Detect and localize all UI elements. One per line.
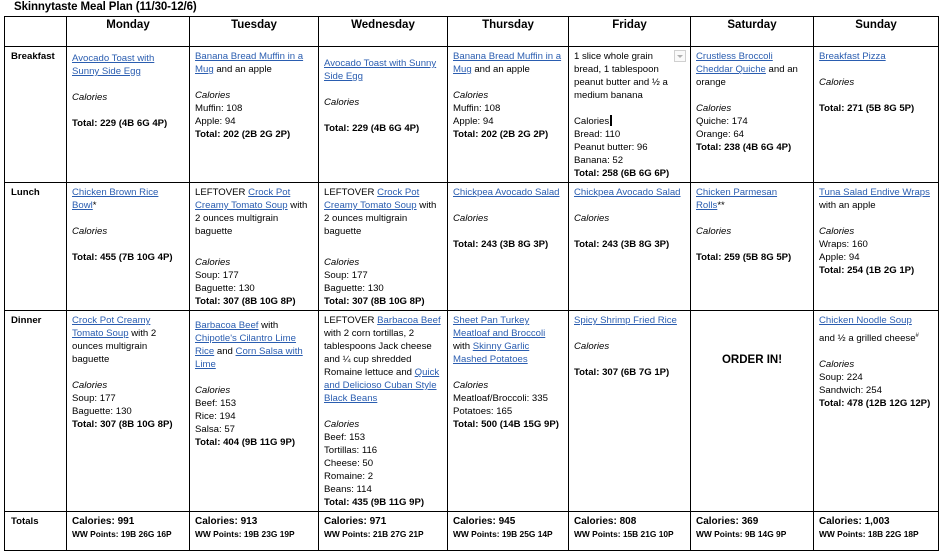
page-title: Skinnytaste Meal Plan (11/30-12/6)	[14, 1, 197, 13]
meal-total: Total: 243 (3B 8G 3P)	[574, 239, 670, 250]
total-calories: Calories: 808	[574, 516, 637, 527]
calorie-item: Apple: 94	[195, 116, 236, 127]
leftover-prefix: LEFTOVER	[324, 187, 378, 198]
meal-text: with 2 ounces multigrain baguette	[324, 200, 437, 237]
meal-total: Total: 404 (9B 11G 9P)	[195, 437, 296, 448]
recipe-link[interactable]: Skinny Garlic Mashed Potatoes	[453, 341, 530, 365]
calorie-item: Romaine: 2	[324, 471, 374, 482]
meal-text: with 2 corn tortillas, 2 tablespoons Jack cheese and ¼ cup shredded Romaine lettuce and	[324, 328, 432, 378]
calories-label: Calories	[195, 385, 231, 396]
footnote-mark: #	[915, 333, 919, 339]
recipe-link[interactable]: Banana Bread Muffin in a Mug	[453, 51, 562, 75]
footnote-mark: *	[92, 200, 97, 211]
breakfast-row	[5, 47, 939, 183]
meal-total: Total: 271 (5B 8G 5P)	[819, 103, 915, 114]
calorie-item: Sandwich: 254	[819, 385, 882, 397]
recipe-link[interactable]: Crock Pot Creamy Tomato Soup	[195, 187, 291, 211]
recipe-link[interactable]: Sheet Pan Turkey Meatloaf and Broccoli	[453, 315, 546, 339]
lunch-friday	[569, 183, 691, 311]
calorie-item: Bread: 110	[574, 129, 621, 140]
totals-wednesday	[319, 512, 448, 551]
calorie-item: Orange: 64	[696, 129, 745, 140]
meal-text: with	[258, 320, 279, 331]
calories-label-editing[interactable]: Calories	[574, 115, 685, 128]
calorie-item: Baguette: 130	[324, 283, 384, 294]
text-cursor	[610, 115, 612, 126]
recipe-link[interactable]: Chicken Brown Rice Bowl	[72, 187, 159, 211]
calorie-item: Soup: 224	[819, 372, 863, 384]
calorie-item: Apple: 94	[819, 252, 860, 263]
meal-total: Total: 307 (6B 7G 1P)	[574, 367, 670, 378]
calories-label: Calories	[574, 341, 610, 352]
meal-total: Total: 435 (9B 11G 9P)	[324, 497, 425, 508]
dinner-row	[5, 311, 939, 512]
meal-text: and an apple	[471, 64, 530, 75]
recipe-link[interactable]: Crock Pot Creamy Tomato Soup	[72, 315, 151, 339]
total-calories: Calories: 971	[324, 516, 387, 527]
lunch-row	[5, 183, 939, 311]
day-header-saturday: Saturday	[691, 17, 814, 47]
total-ww-points: WW Points: 19B 23G 19P	[195, 529, 295, 539]
totals-saturday	[691, 512, 814, 551]
breakfast-monday	[67, 47, 190, 183]
calorie-item: Meatloaf/Broccoli: 335	[453, 393, 548, 404]
totals-thursday	[448, 512, 569, 551]
calorie-item: Beans: 114	[324, 484, 372, 495]
total-calories: Calories: 945	[453, 516, 516, 527]
recipe-link[interactable]: Banana Bread Muffin in a Mug	[195, 51, 304, 75]
breakfast-friday[interactable]	[569, 47, 691, 183]
meal-total: Total: 202 (2B 2G 2P)	[195, 129, 291, 140]
order-in-note: ORDER IN!	[721, 354, 783, 366]
calories-label: Calories	[453, 380, 489, 391]
calorie-item: Quiche: 174	[696, 116, 748, 127]
calories-label: Calories	[324, 257, 360, 268]
calorie-item: Baguette: 130	[195, 283, 255, 294]
day-header-wednesday: Wednesday	[319, 17, 448, 47]
meal-text: with	[453, 341, 473, 352]
lunch-monday	[67, 183, 190, 311]
total-ww-points: WW Points: 19B 26G 16P	[72, 529, 172, 539]
total-ww-points: WW Points: 15B 21G 10P	[574, 529, 674, 539]
totals-tuesday	[190, 512, 319, 551]
day-header-friday: Friday	[569, 17, 691, 47]
calorie-item: Tortillas: 116	[324, 445, 378, 456]
meal-total: Total: 258 (6B 6G 6P)	[574, 168, 670, 179]
meal-total: Total: 254 (1B 2G 1P)	[819, 265, 915, 276]
calorie-item: Beef: 153	[195, 398, 237, 409]
meal-total: Total: 478 (12B 12G 12P)	[819, 398, 931, 410]
meal-total: Total: 455 (7B 10G 4P)	[72, 252, 173, 263]
header-row	[5, 17, 939, 47]
meal-total: Total: 202 (2B 2G 2P)	[453, 129, 549, 140]
meal-text: with 2 ounces multigrain baguette	[195, 200, 308, 237]
meal-plan-table	[4, 16, 939, 551]
calories-label: Calories	[453, 90, 489, 101]
row-label-breakfast: Breakfast	[5, 47, 67, 183]
total-calories: Calories: 913	[195, 516, 258, 527]
calories-label: Calories	[324, 419, 360, 430]
day-header-sunday: Sunday	[814, 17, 939, 47]
breakfast-saturday	[691, 47, 814, 183]
calorie-item: Peanut butter: 96	[574, 142, 648, 153]
total-calories: Calories: 991	[72, 516, 135, 527]
meal-text: and	[214, 346, 236, 357]
breakfast-sunday	[814, 47, 939, 183]
calorie-item: Rice: 194	[195, 411, 236, 422]
calorie-item: Potatoes: 165	[453, 406, 513, 417]
corner-cell	[5, 17, 67, 47]
calories-label: Calories	[195, 257, 231, 268]
meal-text: and an orange	[696, 64, 798, 88]
breakfast-wednesday	[319, 47, 448, 183]
meal-total: Total: 229 (4B 6G 4P)	[72, 118, 168, 129]
total-calories: Calories: 369	[696, 516, 759, 527]
calorie-item: Banana: 52	[574, 155, 624, 166]
recipe-link[interactable]: Tuna Salad Endive Wraps	[819, 187, 930, 198]
meal-text: with an apple	[819, 200, 876, 211]
calories-label: Calories	[819, 77, 855, 88]
dinner-wednesday	[319, 311, 448, 512]
calorie-item: Muffin: 108	[195, 103, 243, 114]
dropdown-arrow-icon[interactable]	[674, 50, 686, 62]
recipe-link[interactable]: Quick and Delicioso Cuban Style Black Beans	[324, 367, 440, 404]
calories-label: Calories	[195, 90, 231, 101]
total-ww-points: WW Points: 9B 14G 9P	[696, 529, 787, 539]
calorie-item: Apple: 94	[453, 116, 494, 127]
meal-text: with 2 ounces multigrain baguette	[72, 328, 157, 365]
total-calories: Calories: 1,003	[819, 516, 890, 527]
calorie-item: Cheese: 50	[324, 458, 374, 469]
day-header-thursday: Thursday	[448, 17, 569, 47]
calories-label: Calories	[696, 103, 732, 114]
totals-friday	[569, 512, 691, 551]
lunch-saturday	[691, 183, 814, 311]
calorie-item: Soup: 177	[324, 270, 368, 281]
recipe-link[interactable]: Crock Pot Creamy Tomato Soup	[324, 187, 420, 211]
recipe-link[interactable]: Barbacoa Beef	[377, 315, 441, 326]
lunch-tuesday	[190, 183, 319, 311]
recipe-link[interactable]: Spicy Shrimp Fried Rice	[574, 315, 677, 326]
calorie-item: Soup: 177	[195, 270, 239, 281]
row-label-dinner: Dinner	[5, 311, 67, 512]
dinner-tuesday	[190, 311, 319, 512]
calorie-item: Beef: 153	[324, 432, 366, 443]
footnote-mark: **	[717, 200, 725, 211]
meal-total: Total: 500 (14B 15G 9P)	[453, 419, 559, 430]
recipe-link[interactable]: Chicken Parmesan Rolls	[696, 187, 778, 211]
lunch-wednesday	[319, 183, 448, 311]
day-header-tuesday: Tuesday	[190, 17, 319, 47]
calorie-item: Baguette: 130	[72, 406, 132, 417]
dinner-monday	[67, 311, 190, 512]
calories-label: Calories	[574, 213, 610, 224]
lunch-sunday	[814, 183, 939, 311]
totals-row	[5, 512, 939, 551]
recipe-link[interactable]: Corn Salsa with Lime	[195, 346, 303, 370]
dinner-saturday	[691, 311, 814, 512]
lunch-thursday	[448, 183, 569, 311]
breakfast-thursday	[448, 47, 569, 183]
recipe-link[interactable]: Chickpea Avocado Salad	[574, 187, 681, 198]
total-ww-points: WW Points: 21B 27G 21P	[324, 529, 424, 539]
leftover-prefix: LEFTOVER	[324, 315, 378, 326]
meal-text: and an apple	[213, 64, 272, 75]
leftover-prefix: LEFTOVER	[195, 187, 249, 198]
totals-sunday	[814, 512, 939, 551]
recipe-link[interactable]: Barbacoa Beef	[195, 320, 259, 331]
row-label-totals: Totals	[5, 512, 67, 551]
recipe-link[interactable]: Breakfast Pizza	[819, 51, 886, 62]
meal-total: Total: 243 (3B 8G 3P)	[453, 239, 549, 250]
meal-total: Total: 307 (8B 10G 8P)	[72, 419, 173, 430]
recipe-link[interactable]: Avocado Toast with Sunny Side Egg	[324, 58, 437, 82]
recipe-link[interactable]: Crustless Broccoli Cheddar Quiche	[696, 51, 773, 75]
dinner-sunday	[814, 311, 939, 512]
row-label-lunch: Lunch	[5, 183, 67, 311]
meal-total: Total: 229 (4B 6G 4P)	[324, 123, 420, 134]
calories-label: Calories	[324, 97, 360, 108]
calories-label: Calories	[72, 380, 108, 391]
breakfast-tuesday	[190, 47, 319, 183]
calories-label: Calories	[819, 226, 855, 237]
calories-label: Calories	[819, 359, 855, 371]
calories-label: Calories	[453, 213, 489, 224]
recipe-link[interactable]: Chickpea Avocado Salad	[453, 187, 560, 198]
meal-total: Total: 307 (8B 10G 8P)	[195, 296, 296, 307]
recipe-link[interactable]: Chicken Noodle Soup	[819, 315, 912, 326]
calories-label: Calories	[72, 226, 108, 237]
meal-total: Total: 238 (4B 6G 4P)	[696, 142, 792, 153]
day-header-monday: Monday	[67, 17, 190, 47]
calorie-item: Salsa: 57	[195, 424, 236, 435]
meal-total: Total: 307 (8B 10G 8P)	[324, 296, 425, 307]
dinner-thursday	[448, 311, 569, 512]
calorie-item: Muffin: 108	[453, 103, 501, 114]
recipe-link[interactable]: Chipotle's Cilantro Lime Rice	[195, 333, 297, 357]
total-ww-points: WW Points: 19B 25G 14P	[453, 529, 553, 539]
totals-monday	[67, 512, 190, 551]
calories-label: Calories	[72, 92, 108, 103]
meal-total: Total: 259 (5B 8G 5P)	[696, 252, 792, 263]
meal-text: and ½ a grilled cheese	[819, 333, 916, 345]
calories-label: Calories	[696, 226, 732, 237]
meal-text: 1 slice whole grain bread, 1 tablespoon peanut butter and ½ a medium banana	[574, 51, 668, 101]
recipe-link[interactable]: Avocado Toast with Sunny Side Egg	[72, 53, 155, 77]
total-ww-points: WW Points: 18B 22G 18P	[819, 529, 919, 539]
calorie-item: Soup: 177	[72, 393, 116, 404]
calorie-item: Wraps: 160	[819, 239, 868, 250]
dinner-friday	[569, 311, 691, 512]
